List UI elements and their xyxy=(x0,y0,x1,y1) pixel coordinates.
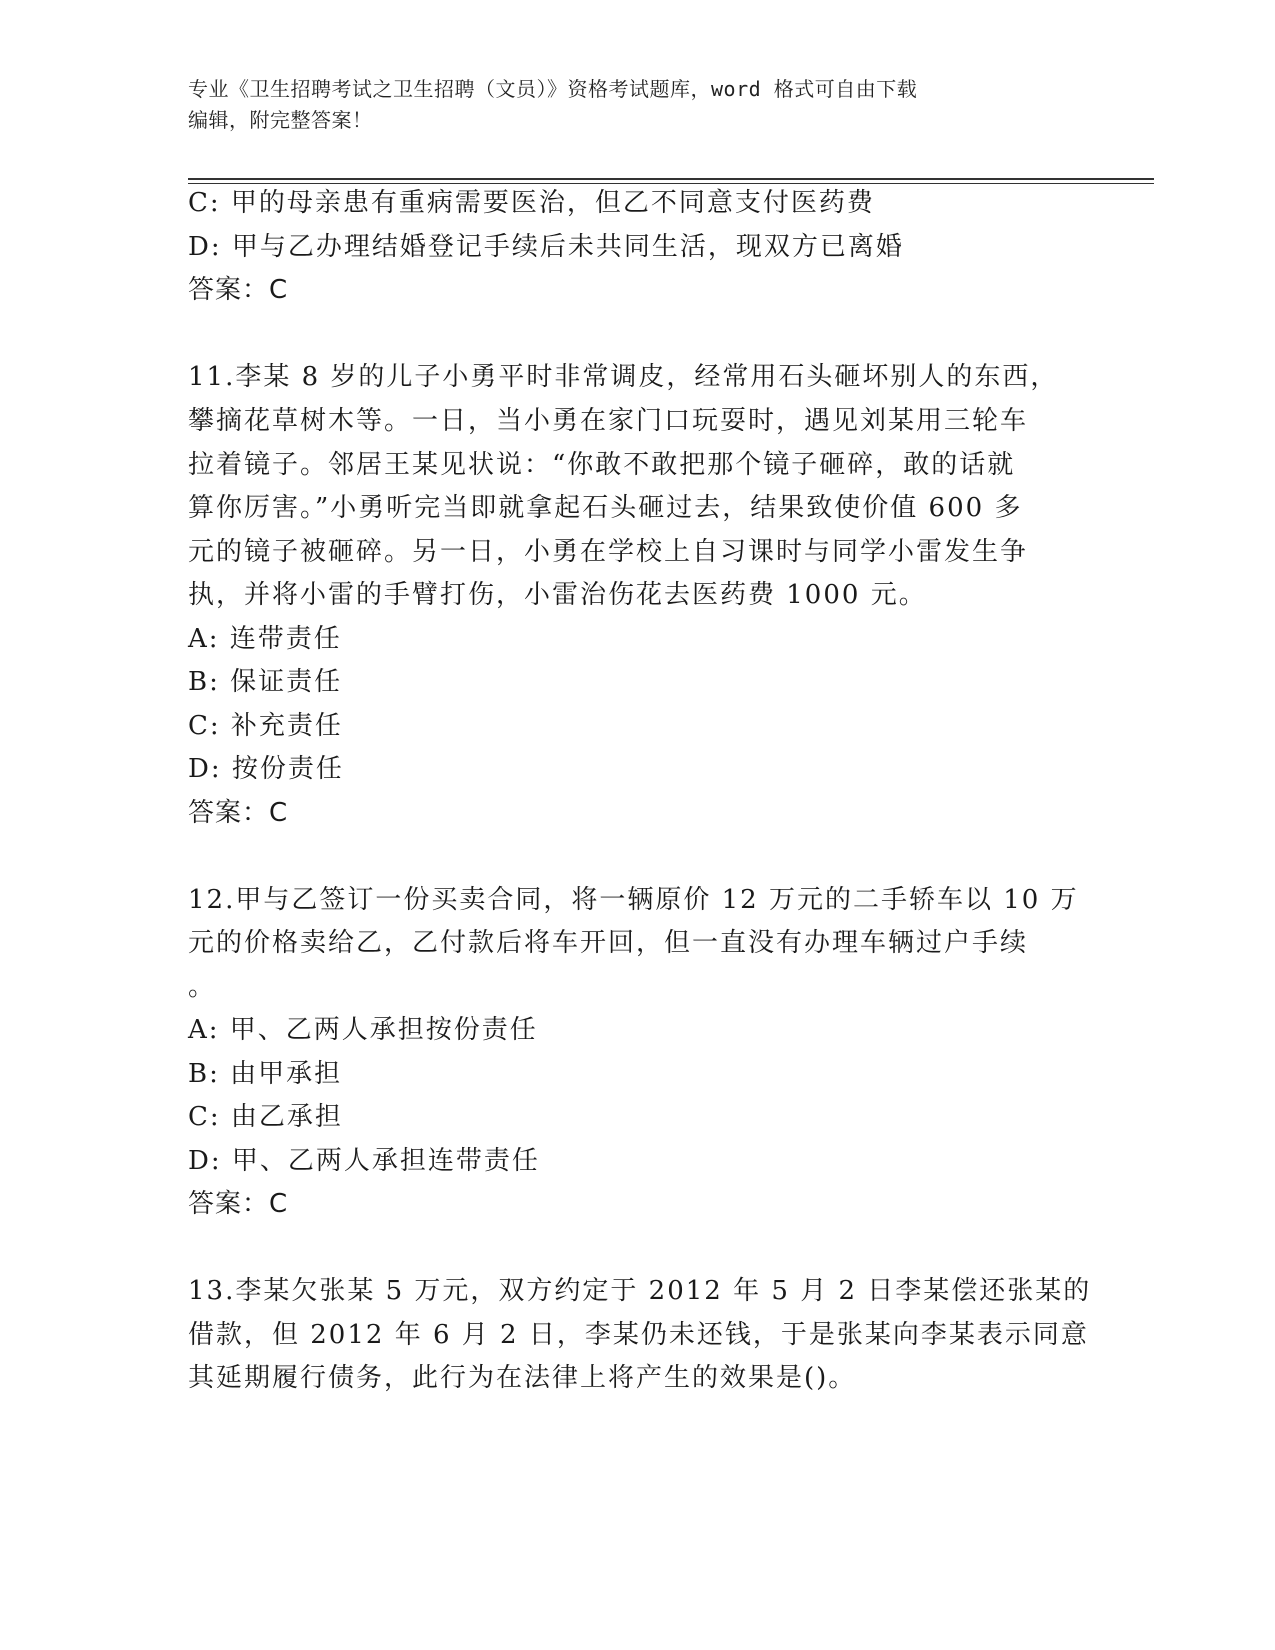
header-line-1: 专业《卫生招聘考试之卫生招聘（文员）》资格考试题库，word 格式可自由下载 xyxy=(188,77,918,101)
q12-option-a: A: 甲、乙两人承担按份责任 xyxy=(188,1015,538,1045)
q11-option-a: A: 连带责任 xyxy=(188,624,342,654)
q12-option-b: B: 由甲承担 xyxy=(188,1059,343,1089)
q12-option-c: C: 由乙承担 xyxy=(188,1102,343,1132)
q13-stem-line: 13.李某欠张某 5 万元，双方约定于 2012 年 5 月 2 日李某偿还张某的 xyxy=(188,1276,1092,1306)
q13-stem-line: 借款，但 2012 年 6 月 2 日，李某仍未还钱，于是张某向李某表示同意 xyxy=(188,1320,1089,1350)
q11-stem-line: 攀摘花草树木等。一日，当小勇在家门口玩耍时，遇见刘某用三轮车 xyxy=(188,406,1029,436)
q11-answer: 答案：C xyxy=(188,798,289,828)
q11-option-d: D: 按份责任 xyxy=(188,754,344,784)
q11-option-b: B: 保证责任 xyxy=(188,667,343,697)
q12-stem-line: 12.甲与乙签订一份买卖合同，将一辆原价 12 万元的二手轿车以 10 万 xyxy=(188,885,1079,915)
q11-option-c: C: 补充责任 xyxy=(188,711,343,741)
header-line-2: 编辑，附完整答案！ xyxy=(188,108,373,132)
prev-option-d: D: 甲与乙办理结婚登记手续后未共同生活，现双方已离婚 xyxy=(188,232,904,262)
q11-stem-line: 11.李某 8 岁的儿子小勇平时非常调皮，经常用石头砸坏别人的东西， xyxy=(188,362,1059,392)
q13-stem-line: 其延期履行债务，此行为在法律上将产生的效果是()。 xyxy=(188,1363,857,1393)
q12-option-d: D: 甲、乙两人承担连带责任 xyxy=(188,1146,540,1176)
q11-stem-line: 算你厉害。”小勇听完当即就拿起石头砸过去，结果致使价值 600 多 xyxy=(188,493,1023,523)
q11-stem-line: 拉着镜子。邻居王某见状说：“你敢不敢把那个镜子砸碎，敢的话就 xyxy=(188,450,1016,480)
document-header xyxy=(188,74,1068,136)
prev-answer: 答案：C xyxy=(188,275,289,305)
header-rule-thick xyxy=(188,178,1154,180)
q11-stem-line: 执，并将小雷的手臂打伤，小雷治伤花去医药费 1000 元。 xyxy=(188,580,927,610)
q12-stem-line: 。 xyxy=(188,972,217,1002)
q12-answer: 答案：C xyxy=(188,1189,289,1219)
q12-stem-line: 元的价格卖给乙，乙付款后将车开回，但一直没有办理车辆过户手续 xyxy=(188,928,1029,958)
prev-option-c: C: 甲的母亲患有重病需要医治，但乙不同意支付医药费 xyxy=(188,188,875,218)
q11-stem-line: 元的镜子被砸碎。另一日，小勇在学校上自习课时与同学小雷发生争 xyxy=(188,537,1029,567)
